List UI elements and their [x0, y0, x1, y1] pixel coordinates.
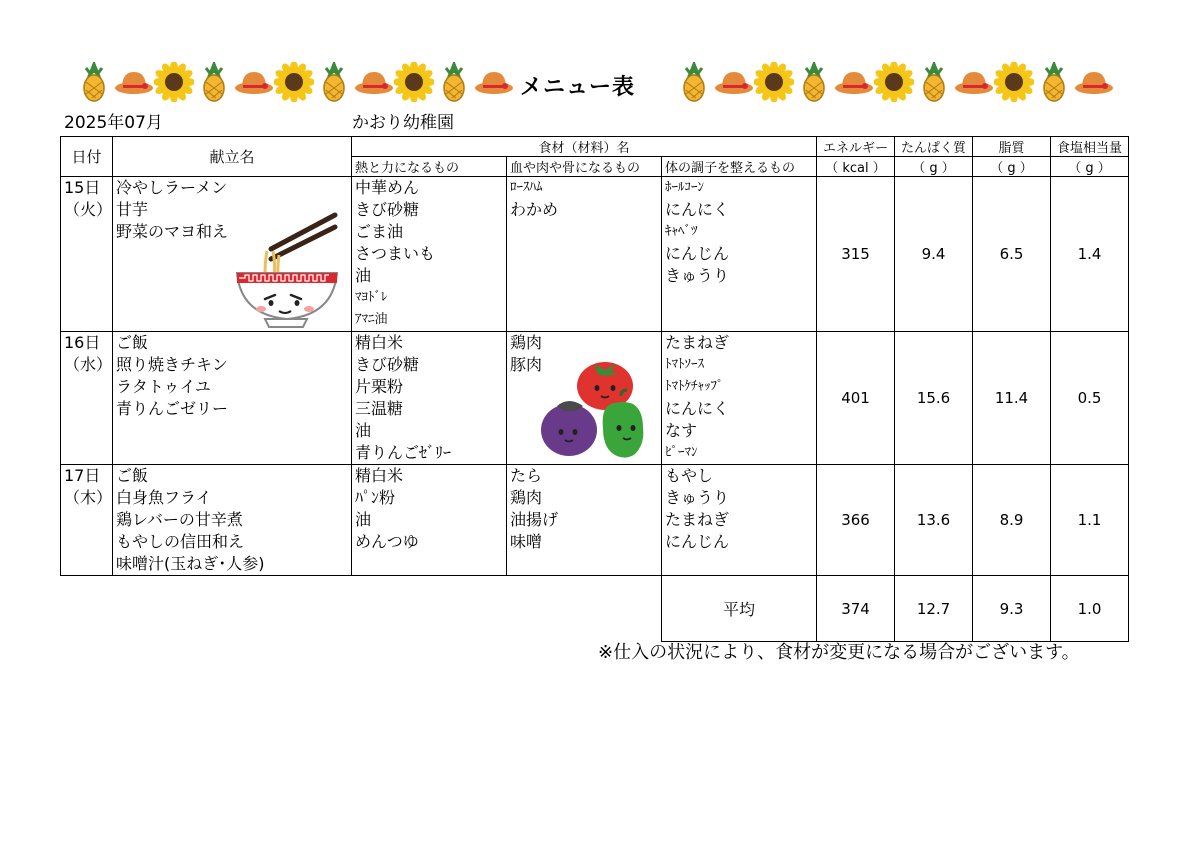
- protein-value: 15.6: [895, 332, 973, 465]
- ingredient: 青りんごｾﾞﾘｰ: [355, 443, 452, 462]
- table-row: [61, 465, 1129, 576]
- ingredient: ﾄﾏﾄｿｰｽ: [665, 357, 705, 372]
- ingredient: ﾋﾟｰﾏﾝ: [665, 445, 698, 460]
- protein-value: 13.6: [895, 465, 973, 576]
- ingredient: 油: [355, 266, 372, 285]
- menu-cell: [113, 177, 352, 332]
- average-protein: 12.7: [895, 576, 973, 642]
- ingredient: 鶏肉: [510, 488, 543, 507]
- ingredient: にんにく: [665, 200, 730, 219]
- ingredient: 精白米: [355, 333, 404, 352]
- hat-icon: [834, 62, 874, 102]
- header-menu: 献立名: [113, 137, 352, 177]
- pineapple-icon: [674, 62, 714, 102]
- ingredient: ﾄﾏﾄｹﾁｬｯﾌﾟ: [665, 379, 724, 394]
- kcal-value: 315: [817, 177, 895, 332]
- day-label: 17日: [64, 466, 101, 485]
- sunflower-icon: [154, 62, 194, 102]
- weekday-label: （木）: [64, 488, 113, 507]
- day-label: 15日: [64, 178, 101, 197]
- hat-icon: [354, 62, 394, 102]
- average-salt: 1.0: [1051, 576, 1129, 642]
- sunflower-icon: [394, 62, 434, 102]
- ingredient: ﾊﾟﾝ粉: [355, 488, 396, 507]
- menu-month: 2025年07月: [64, 113, 163, 133]
- ingredient: 油: [355, 510, 372, 529]
- table-row: [61, 332, 1129, 465]
- ingredient: 味噌: [510, 532, 543, 551]
- header-energy: エネルギー: [817, 137, 895, 157]
- sunflower-icon: [874, 62, 914, 102]
- header-decoration-left: [74, 60, 514, 104]
- pineapple-icon: [794, 62, 834, 102]
- menu-item: 甘芋: [116, 200, 149, 219]
- ingredient: 豚肉: [510, 355, 543, 374]
- menu-item: 鶏レバーの甘辛煮: [116, 510, 243, 529]
- pineapple-icon: [74, 62, 114, 102]
- table-row: [61, 177, 1129, 332]
- menu-item: 野菜のマヨ和え: [116, 222, 229, 241]
- weekday-label: （水）: [64, 355, 113, 374]
- ingredient: わかめ: [510, 200, 559, 219]
- pineapple-icon: [434, 62, 474, 102]
- menu-item: ご飯: [116, 333, 149, 352]
- sunflower-icon: [274, 62, 314, 102]
- ingredient: もやし: [665, 466, 714, 485]
- body-foods-cell: [507, 332, 662, 465]
- date-cell: [61, 332, 113, 465]
- ingredient: 片栗粉: [355, 377, 404, 396]
- menu-item: 照り焼きチキン: [116, 355, 228, 374]
- hat-icon: [114, 62, 154, 102]
- protein-value: 9.4: [895, 177, 973, 332]
- hat-icon: [954, 62, 994, 102]
- menu-item: ラタトゥイユ: [116, 377, 211, 396]
- ingredient: ｱﾏﾆ油: [355, 312, 388, 327]
- menu-item: 冷やしラーメン: [116, 178, 228, 197]
- header-decoration-right: [674, 60, 1114, 104]
- header-fat-unit: （ g ）: [973, 157, 1051, 177]
- ingredient: めんつゆ: [355, 532, 419, 551]
- ingredient: ﾏﾖﾄﾞﾚ: [355, 290, 388, 305]
- ingredient: きび砂糖: [355, 355, 420, 374]
- ingredient: 三温糖: [355, 399, 404, 418]
- sunflower-icon: [994, 62, 1034, 102]
- header-protein-unit: （ g ）: [895, 157, 973, 177]
- page-title: メニュー表: [520, 75, 636, 100]
- ingredient: 精白米: [355, 466, 404, 485]
- hat-icon: [1074, 62, 1114, 102]
- ingredient: きゅうり: [665, 488, 730, 507]
- ingredient: たら: [510, 466, 543, 485]
- energy-foods-cell: [352, 332, 507, 465]
- menu-item: 味噌汁(玉ねぎ･人参): [116, 554, 265, 573]
- vegetables-icon: [539, 352, 657, 462]
- date-cell: [61, 177, 113, 332]
- fat-value: 11.4: [973, 332, 1051, 465]
- ingredient: きゅうり: [665, 266, 730, 285]
- header-salt-unit: （ g ）: [1051, 157, 1129, 177]
- day-label: 16日: [64, 333, 101, 352]
- pineapple-icon: [1034, 62, 1074, 102]
- condition-foods-cell: [662, 177, 817, 332]
- average-row: [61, 576, 1129, 642]
- ingredient: にんじん: [665, 532, 730, 551]
- ingredient: 油: [355, 421, 372, 440]
- hat-icon: [234, 62, 274, 102]
- school-name: かおり幼稚園: [352, 113, 454, 133]
- ingredient: にんじん: [665, 244, 730, 263]
- energy-foods-cell: [352, 465, 507, 576]
- energy-foods-cell: [352, 177, 507, 332]
- fat-value: 6.5: [973, 177, 1051, 332]
- menu-item: 白身魚フライ: [116, 488, 212, 507]
- ingredient: なす: [665, 421, 698, 440]
- header-ingredients: 食材（材料）名: [352, 137, 817, 157]
- ingredient: にんにく: [665, 399, 730, 418]
- salt-value: 1.1: [1051, 465, 1129, 576]
- pineapple-icon: [914, 62, 954, 102]
- header-energy-foods: 熱と力になるもの: [352, 157, 507, 177]
- hat-icon: [714, 62, 754, 102]
- header-energy-unit: （ kcal ）: [817, 157, 895, 177]
- hat-icon: [474, 62, 514, 102]
- menu-item: 青りんごゼリー: [116, 399, 229, 418]
- ingredient: ﾛｰｽﾊﾑ: [510, 180, 543, 195]
- header-date: 日付: [61, 137, 113, 177]
- ramen-bowl-icon: [231, 211, 341, 329]
- menu-table: [60, 136, 1129, 642]
- pineapple-icon: [314, 62, 354, 102]
- average-fat: 9.3: [973, 576, 1051, 642]
- body-foods-cell: [507, 177, 662, 332]
- ingredient: ﾎｰﾙｺｰﾝ: [665, 180, 705, 195]
- salt-value: 1.4: [1051, 177, 1129, 332]
- ingredient: 油揚げ: [510, 510, 559, 529]
- supply-note: ※仕入の状況により、食材が変更になる場合がございます。: [598, 642, 1080, 663]
- header-salt: 食塩相当量: [1051, 137, 1129, 157]
- kcal-value: 401: [817, 332, 895, 465]
- menu-cell: [113, 465, 352, 576]
- weekday-label: （火）: [64, 200, 113, 219]
- average-label: 平均: [662, 576, 817, 642]
- header-fat: 脂質: [973, 137, 1051, 157]
- salt-value: 0.5: [1051, 332, 1129, 465]
- header-condition-foods: 体の調子を整えるもの: [662, 157, 817, 177]
- ingredient: きび砂糖: [355, 200, 420, 219]
- ingredient: ごま油: [355, 222, 404, 241]
- menu-item: ご飯: [116, 466, 149, 485]
- ingredient: さつまいも: [355, 244, 436, 263]
- condition-foods-cell: [662, 465, 817, 576]
- header-protein: たんぱく質: [895, 137, 973, 157]
- sunflower-icon: [754, 62, 794, 102]
- condition-foods-cell: [662, 332, 817, 465]
- body-foods-cell: [507, 465, 662, 576]
- menu-cell: [113, 332, 352, 465]
- ingredient: たまねぎ: [665, 510, 730, 529]
- kcal-value: 366: [817, 465, 895, 576]
- ingredient: ｷｬﾍﾞﾂ: [665, 224, 698, 239]
- fat-value: 8.9: [973, 465, 1051, 576]
- pineapple-icon: [194, 62, 234, 102]
- ingredient: 鶏肉: [510, 333, 543, 352]
- ingredient: たまねぎ: [665, 333, 730, 352]
- ingredient: 中華めん: [355, 178, 420, 197]
- average-kcal: 374: [817, 576, 895, 642]
- date-cell: [61, 465, 113, 576]
- header-body-foods: 血や肉や骨になるもの: [507, 157, 662, 177]
- menu-item: もやしの信田和え: [116, 532, 245, 551]
